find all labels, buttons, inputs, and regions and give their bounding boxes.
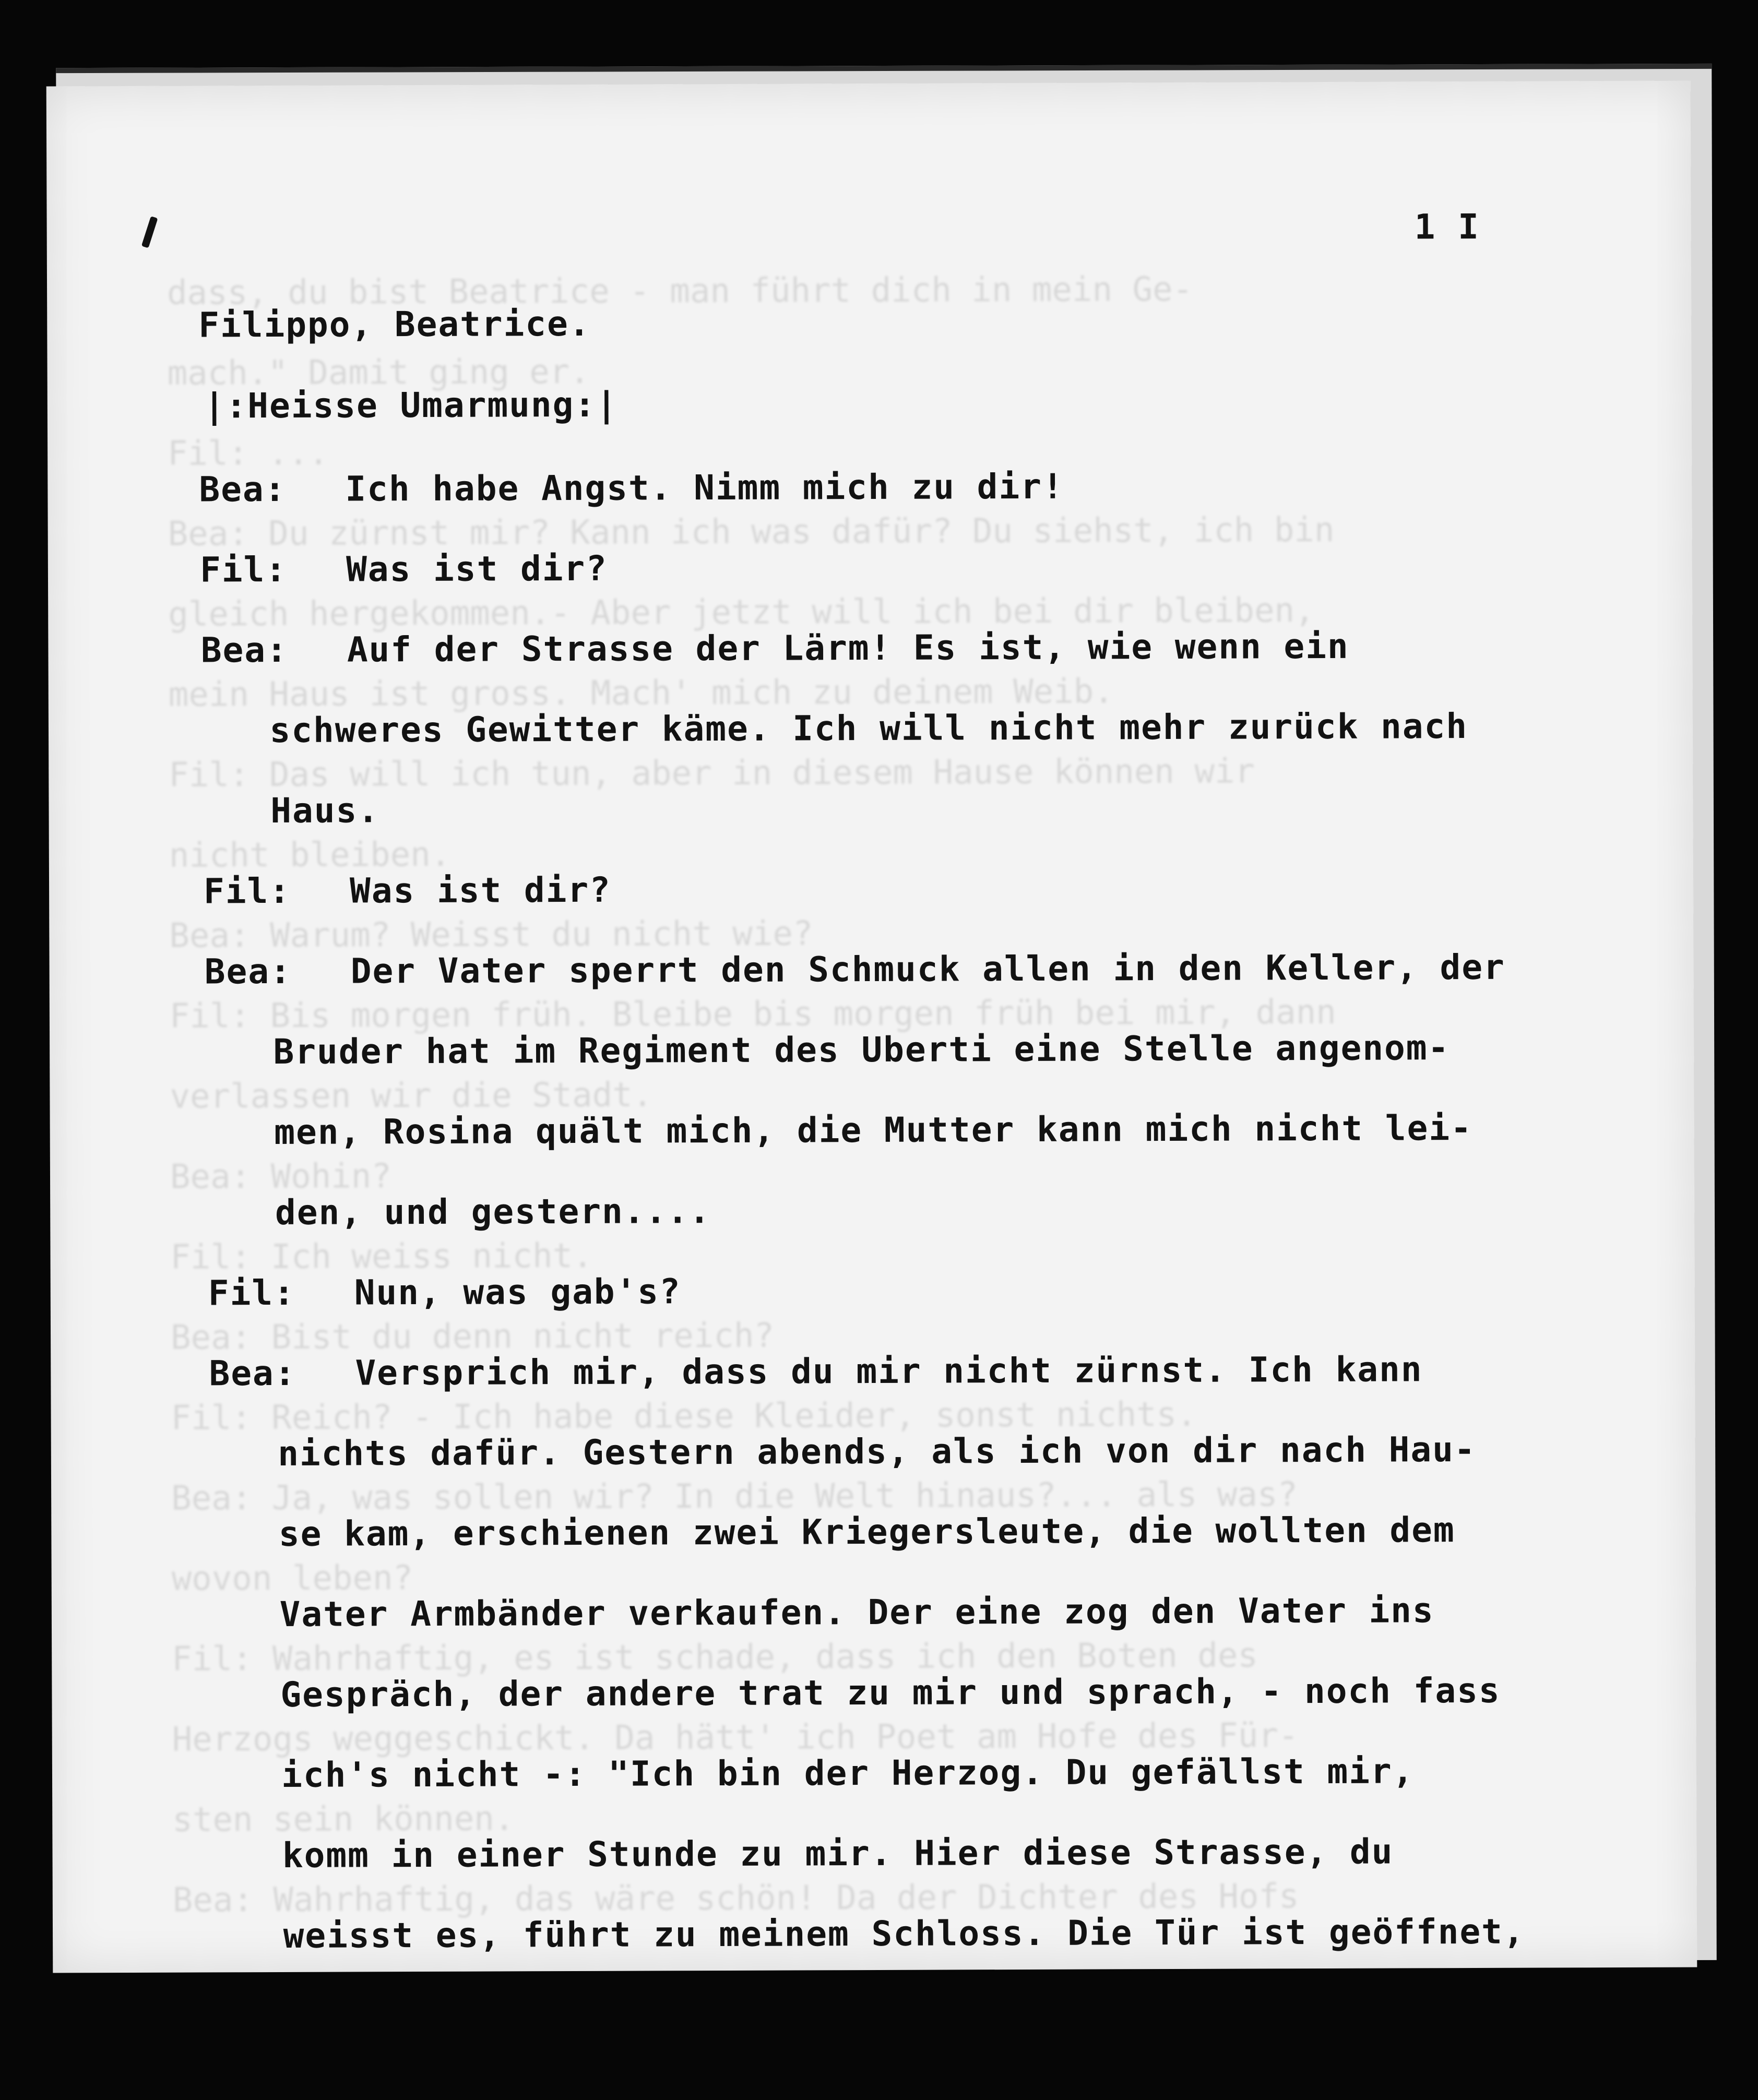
dialogue-line xyxy=(212,1590,1434,1634)
dialogue-line xyxy=(205,947,1505,992)
speech-text: Versprich mir, dass du mir nicht zürnst. Ich kann xyxy=(355,1349,1423,1393)
dialogue-line xyxy=(208,1271,681,1313)
bleed-through-line: Fil: Ich weiss nicht. xyxy=(170,1236,593,1277)
speech-text: Haus. xyxy=(270,790,380,831)
speech-text: Bruder hat im Regiment des Uberti eine Stelle angenom- xyxy=(273,1028,1450,1072)
speech-text: den, und gestern.... xyxy=(275,1191,711,1233)
speech-text: Gespräch, der andere trat zu mir und sprach, - noch fass xyxy=(280,1670,1501,1715)
bleed-through-line: Bea: Ja, was sollen wir? In die Welt hinaus?... als was? xyxy=(171,1475,1298,1518)
scene-heading: Filippo, Beatrice. xyxy=(198,303,591,345)
speaker-label: Fil: xyxy=(208,1272,295,1314)
speaker-label: Fil: xyxy=(203,870,291,912)
speech-text: Nun, was gab's? xyxy=(354,1271,681,1313)
dialogue-line xyxy=(203,790,379,831)
bleed-through-line: Fil: Bis morgen früh. Bleibe bis morgen früh bei mir, dann xyxy=(169,993,1336,1036)
dialogue-line xyxy=(207,1191,711,1233)
bleed-through-line: nicht bleiben. xyxy=(169,835,451,875)
dialogue-line xyxy=(204,870,611,912)
bleed-through-line: mein Haus ist gross. Mach' mich zu deinem Weib. xyxy=(168,672,1114,714)
bleed-through-line: Bea: Wohin? xyxy=(170,1157,391,1197)
speech-text: ich's nicht -: "Ich bin der Herzog. Du gefällst mir, xyxy=(281,1751,1415,1795)
dialogue-line xyxy=(199,467,1064,510)
dialogue-line xyxy=(212,1671,1500,1715)
dialogue-line xyxy=(210,1429,1476,1474)
page-number: 1 I xyxy=(1414,206,1480,247)
speech-text: Ich habe Angst. Nimm mich zu dir! xyxy=(345,466,1064,509)
speaker-label: Bea: xyxy=(204,951,292,992)
bleed-through-line: Bea: Warum? Weisst du nicht wie? xyxy=(169,914,813,956)
dialogue-line xyxy=(201,706,1468,750)
speaker-label: Fil: xyxy=(199,549,288,590)
dialogue-line xyxy=(211,1510,1455,1554)
bleed-through-line: mach." Damit ging er. xyxy=(167,352,590,393)
typed-text xyxy=(46,81,1697,1973)
speech-text: Was ist dir? xyxy=(346,548,608,590)
speech-text: Auf der Strasse der Lärm! Es ist, wie wenn ein xyxy=(347,626,1349,670)
bleed-through-line: verlassen wir die Stadt. xyxy=(170,1076,653,1116)
speech-text: Der Vater sperrt den Schmuck allen in den Keller, der xyxy=(350,947,1505,992)
speaker-label: Bea: xyxy=(199,469,287,510)
speech-text: weisst es, führt zu meinem Schloss. Die Tür ist geöffnet, xyxy=(283,1911,1525,1956)
bleed-through-line: sten sein können. xyxy=(172,1799,515,1840)
bleed-through-line: Bea: Du zürnst mir? Kann ich was dafür? Du siehst, ich bin xyxy=(168,510,1335,554)
typewritten-page xyxy=(46,81,1697,1973)
dialogue-line xyxy=(205,1028,1450,1072)
speaker-label: Bea: xyxy=(200,629,288,671)
bleed-through-line: Fil: Wahrhaftig, es ist schade, dass ich den Boten des xyxy=(172,1636,1258,1679)
speech-text: se kam, erschienen zwei Kriegersleute, die wollten dem xyxy=(278,1510,1455,1554)
bleed-through-line: Fil: ... xyxy=(168,434,329,473)
bleed-through-line: gleich hergekommen.- Aber jetzt will ich bei dir bleiben, xyxy=(168,591,1315,634)
speech-text: schweres Gewitter käme. Ich will nicht mehr zurück nach xyxy=(269,706,1468,751)
bleed-through-line: Bea: Wahrhaftig, das wäre schön! Da der Dichter des Hofs xyxy=(172,1877,1299,1920)
dialogue-line xyxy=(213,1751,1415,1795)
bleed-through-line: Bea: Bist du denn nicht reich? xyxy=(170,1316,775,1357)
speech-text: men, Rosina quält mich, die Mutter kann mich nicht lei- xyxy=(274,1107,1472,1152)
speaker-label: Bea: xyxy=(209,1353,296,1394)
speech-text: nichts dafür. Gestern abends, als ich von dir nach Hau- xyxy=(278,1429,1476,1474)
bleed-through-line: Fil: Reich? - Ich habe diese Kleider, sonst nichts. xyxy=(171,1395,1197,1438)
speech-text: komm in einer Stunde zu mir. Hier diese Strasse, du xyxy=(282,1831,1394,1876)
dialogue-line xyxy=(200,548,608,590)
bleed-through-line: Herzogs weggeschickt. Da hätt' ich Poet am Hofe des Für- xyxy=(172,1716,1299,1759)
dialogue-line xyxy=(201,626,1349,671)
stage-direction: |:Heisse Umarmung:| xyxy=(204,384,618,426)
dialogue-line xyxy=(209,1349,1422,1393)
bleed-through-line: Fil: Das will ich tun, aber in diesem Hause können wir xyxy=(169,752,1255,795)
speech-text: Vater Armbänder verkaufen. Der eine zog den Vater ins xyxy=(279,1590,1434,1634)
dialogue-line xyxy=(216,1912,1525,1956)
bleed-through-line: wovon leben? xyxy=(171,1559,413,1598)
dialogue-line xyxy=(206,1108,1472,1152)
speech-text: Was ist dir? xyxy=(349,869,612,911)
dialogue-line xyxy=(215,1832,1394,1876)
bleed-through-line: dass, du bist Beatrice - man führt dich in mein Ge- xyxy=(167,270,1193,313)
